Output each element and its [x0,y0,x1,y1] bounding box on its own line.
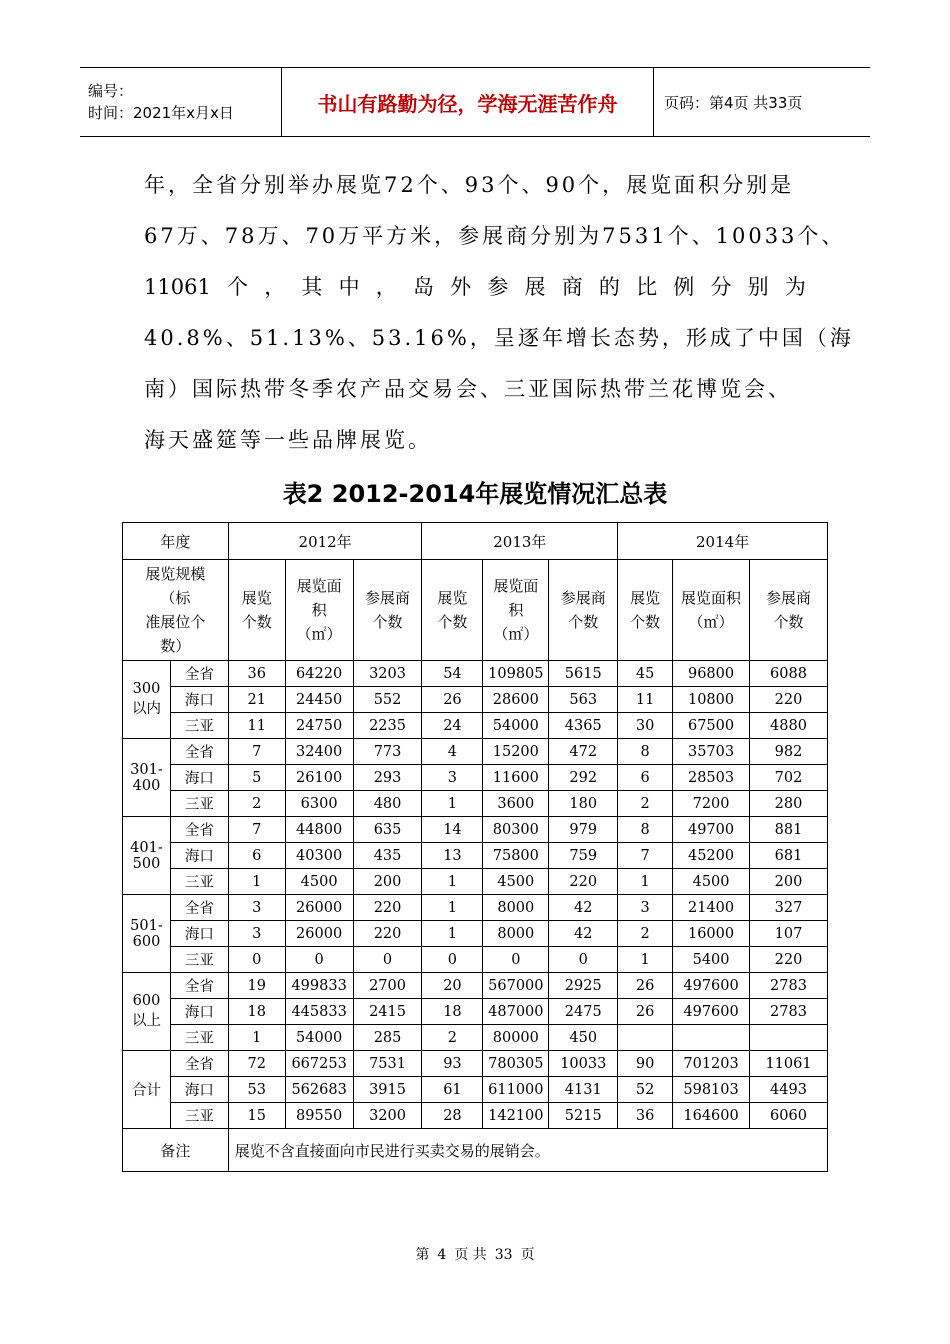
justified-token: 展 [524,275,546,299]
region-cell: 全省 [170,661,228,687]
value-cell: 75800 [483,843,549,869]
value-cell: 18 [422,999,483,1025]
value-cell: 8000 [483,895,549,921]
table-row [123,869,828,895]
year-header-row [123,523,828,560]
footer-total-pages: 33 [494,1247,513,1263]
value-cell: 220 [750,687,828,713]
table-row [123,1051,828,1077]
cell-line: 展览 [630,589,661,607]
value-cell: 3 [618,895,673,921]
cell-line: 个数 [372,613,403,631]
cell-line: 400 [132,777,161,794]
cell-line: 数） [160,637,191,655]
table-row [123,843,828,869]
value-cell: 497600 [673,973,750,999]
value-cell: 10033 [549,1051,618,1077]
justified-token: 比 [636,275,658,299]
column-header-cell [228,560,285,661]
cell-line: 600 [132,993,161,1009]
justified-token: ， [264,275,286,299]
value-cell: 13 [422,843,483,869]
value-cell: 435 [353,843,422,869]
value-cell: 7 [618,843,673,869]
value-cell: 0 [353,947,422,973]
region-cell: 海口 [170,921,228,947]
value-cell: 45 [618,661,673,687]
table-row [123,791,828,817]
value-cell: 6 [618,765,673,791]
value-cell: 293 [353,765,422,791]
value-cell: 7531 [353,1051,422,1077]
footer-page-number: 4 [437,1247,447,1263]
page-info-text: 页码：第4页 共33页 [664,93,803,112]
cell-line: （标 [160,589,191,607]
value-cell: 45200 [673,843,750,869]
cell-line: （㎡） [688,613,734,631]
justified-token: 分 [710,275,732,299]
value-cell: 35703 [673,739,750,765]
value-cell: 36 [228,661,285,687]
value-cell: 24 [422,713,483,739]
cell-line: 501- [130,917,163,934]
value-cell: 1 [422,791,483,817]
cell-line: 以上 [131,1013,161,1029]
value-cell: 142100 [483,1103,549,1129]
value-cell: 40300 [285,843,353,869]
number-label: 编号： [88,82,134,100]
value-cell: 1 [422,895,483,921]
value-cell: 3 [422,765,483,791]
value-cell [673,1025,750,1051]
value-cell: 2925 [549,973,618,999]
value-cell: 7 [228,739,285,765]
value-cell: 979 [549,817,618,843]
justified-token: 11061 [144,275,211,299]
value-cell: 8 [618,817,673,843]
value-cell: 5 [228,765,285,791]
value-cell: 0 [422,947,483,973]
cell-line: 展览 [241,589,272,607]
region-cell: 三亚 [170,1025,228,1051]
scale-group-cell [123,895,171,973]
region-cell: 三亚 [170,1103,228,1129]
value-cell: 598103 [673,1077,750,1103]
region-cell: 全省 [170,817,228,843]
value-cell: 667253 [285,1051,353,1077]
value-cell: 8000 [483,921,549,947]
value-cell: 7200 [673,791,750,817]
value-cell: 472 [549,739,618,765]
value-cell: 28 [422,1103,483,1129]
value-cell: 26000 [285,921,353,947]
year-cell: 2014年 [618,523,828,560]
cell-line: （㎡） [493,625,539,643]
value-cell: 3915 [353,1077,422,1103]
cell-line: （㎡） [296,625,342,643]
value-cell: 681 [750,843,828,869]
region-cell: 三亚 [170,713,228,739]
value-cell: 67500 [673,713,750,739]
body-paragraph [144,164,854,470]
value-cell: 2 [618,921,673,947]
cell-line: 以内 [131,701,161,717]
value-cell: 0 [549,947,618,973]
value-cell: 54000 [285,1025,353,1051]
value-cell: 552 [353,687,422,713]
column-header-row [123,560,828,661]
paragraph-line: 南）国际热带冬季农产品交易会、三亚国际热带兰花博览会、 [144,377,792,401]
paragraph-line-justified [144,266,806,317]
scale-group-cell [123,973,171,1051]
value-cell: 96800 [673,661,750,687]
value-cell: 2783 [750,999,828,1025]
value-cell: 2475 [549,999,618,1025]
value-cell: 42 [549,895,618,921]
cell-line: 参展商 [766,589,812,607]
scale-label-cell [123,560,229,661]
value-cell: 53 [228,1077,285,1103]
cell-line: 401- [130,839,163,856]
cell-line: 300 [132,681,161,697]
region-cell: 三亚 [170,869,228,895]
value-cell: 18 [228,999,285,1025]
value-cell: 24450 [285,687,353,713]
header-page-info [654,68,870,136]
paragraph-line: 67万、78万、70万平方米，参展商分别为7531个、10033个、 [144,224,846,248]
value-cell: 702 [750,765,828,791]
value-cell: 2 [228,791,285,817]
value-cell: 44800 [285,817,353,843]
value-cell: 42 [549,921,618,947]
column-header-cell [285,560,353,661]
value-cell: 3 [228,895,285,921]
value-cell: 2415 [353,999,422,1025]
justified-token: 参 [487,275,509,299]
value-cell: 180 [549,791,618,817]
page-header [80,67,870,137]
value-cell: 36 [618,1103,673,1129]
table-row [123,765,828,791]
value-cell: 4 [422,739,483,765]
paragraph-line: 年，全省分别举办展览72个、93个、90个，展览面积分别是 [144,173,795,197]
value-cell: 562683 [285,1077,353,1103]
value-cell: 499833 [285,973,353,999]
value-cell: 6088 [750,661,828,687]
value-cell: 26 [618,973,673,999]
cell-line: 展览规模 [145,565,206,583]
value-cell: 881 [750,817,828,843]
value-cell: 80000 [483,1025,549,1051]
value-cell: 1 [422,869,483,895]
value-cell: 220 [353,895,422,921]
column-header-cell [483,560,549,661]
justified-token: ， [375,275,397,299]
value-cell: 93 [422,1051,483,1077]
value-cell: 54 [422,661,483,687]
value-cell: 3203 [353,661,422,687]
column-header-cell [422,560,483,661]
value-cell: 2700 [353,973,422,999]
value-cell: 4500 [285,869,353,895]
value-cell: 26100 [285,765,353,791]
cell-line: 展览面 [493,577,539,595]
value-cell: 200 [750,869,828,895]
value-cell: 21400 [673,895,750,921]
value-cell: 24750 [285,713,353,739]
column-header-cell [353,560,422,661]
value-cell: 1 [228,1025,285,1051]
value-cell: 759 [549,843,618,869]
value-cell: 327 [750,895,828,921]
table-row [123,817,828,843]
column-header-cell [618,560,673,661]
value-cell: 61 [422,1077,483,1103]
value-cell: 4365 [549,713,618,739]
value-cell: 773 [353,739,422,765]
justified-token: 例 [673,275,695,299]
value-cell: 292 [549,765,618,791]
table-row [123,687,828,713]
paragraph-line: 40.8%、51.13%、53.16%，呈逐年增长态势，形成了中国（海 [144,326,854,350]
value-cell: 11061 [750,1051,828,1077]
justified-token: 为 [784,275,806,299]
table-row [123,1103,828,1129]
value-cell: 26 [618,999,673,1025]
cell-line: 合计 [131,1083,161,1099]
value-cell: 480 [353,791,422,817]
value-cell: 15200 [483,739,549,765]
cell-line: 积 [508,601,524,619]
table-row [123,661,828,687]
value-cell: 982 [750,739,828,765]
value-cell: 26000 [285,895,353,921]
footer-mid: 页 共 [454,1247,487,1263]
value-cell: 4500 [483,869,549,895]
value-cell: 8 [618,739,673,765]
region-cell: 海口 [170,1077,228,1103]
value-cell: 32400 [285,739,353,765]
value-cell: 285 [353,1025,422,1051]
table-row [123,921,828,947]
value-cell: 89550 [285,1103,353,1129]
value-cell: 7 [228,817,285,843]
value-cell: 611000 [483,1077,549,1103]
value-cell [750,1025,828,1051]
justified-token: 岛 [412,275,434,299]
justified-token: 别 [747,275,769,299]
value-cell: 0 [285,947,353,973]
value-cell: 11 [228,713,285,739]
value-cell: 497600 [673,999,750,1025]
table-row [123,713,828,739]
value-cell: 2 [618,791,673,817]
value-cell: 28600 [483,687,549,713]
value-cell: 567000 [483,973,549,999]
value-cell: 49700 [673,817,750,843]
value-cell: 107 [750,921,828,947]
value-cell: 200 [353,869,422,895]
table-title: 表2 2012-2014年展览情况汇总表 [282,480,668,508]
justified-token: 个 [227,275,248,299]
value-cell: 0 [483,947,549,973]
value-cell: 487000 [483,999,549,1025]
cell-line: 积 [311,601,327,619]
value-cell: 90 [618,1051,673,1077]
exhibition-summary-table [122,522,828,1172]
region-cell: 海口 [170,687,228,713]
region-cell: 全省 [170,1051,228,1077]
value-cell: 72 [228,1051,285,1077]
footer-prefix: 第 [415,1247,430,1263]
table-row [123,1025,828,1051]
value-cell: 1 [228,869,285,895]
year-label-cell: 年度 [123,523,229,560]
column-header-cell [673,560,750,661]
cell-line: 500 [132,855,161,872]
value-cell: 15 [228,1103,285,1129]
table-row [123,895,828,921]
justified-token: 中 [338,275,360,299]
value-cell: 450 [549,1025,618,1051]
paragraph-line: 海天盛筵等一些品牌展览。 [144,428,432,452]
value-cell: 3 [228,921,285,947]
cell-line: 展览 [437,589,468,607]
value-cell: 5615 [549,661,618,687]
value-cell: 6 [228,843,285,869]
region-cell: 全省 [170,895,228,921]
cell-line: 展览面 [296,577,342,595]
value-cell: 14 [422,817,483,843]
scale-group-cell [123,661,171,739]
value-cell: 5215 [549,1103,618,1129]
justified-token: 商 [561,275,583,299]
value-cell: 4493 [750,1077,828,1103]
value-cell: 4500 [673,869,750,895]
region-cell: 海口 [170,765,228,791]
value-cell: 635 [353,817,422,843]
cell-line: 个数 [241,613,272,631]
value-cell: 780305 [483,1051,549,1077]
year-cell: 2013年 [422,523,618,560]
region-cell: 三亚 [170,791,228,817]
region-cell: 全省 [170,739,228,765]
table-row [123,1077,828,1103]
region-cell: 三亚 [170,947,228,973]
region-cell: 海口 [170,843,228,869]
value-cell: 220 [750,947,828,973]
cell-line: 个数 [437,613,468,631]
table-row [123,999,828,1025]
value-cell: 164600 [673,1103,750,1129]
value-cell: 11600 [483,765,549,791]
column-header-cell [549,560,618,661]
justified-token: 其 [301,275,323,299]
justified-token: 的 [598,275,620,299]
column-header-cell [750,560,828,661]
value-cell: 2 [422,1025,483,1051]
cell-line: 参展商 [365,589,411,607]
cell-line: 个数 [630,613,661,631]
header-meta [80,68,282,136]
cell-line: 301- [130,761,163,778]
value-cell: 4880 [750,713,828,739]
value-cell: 20 [422,973,483,999]
scale-group-cell [123,817,171,895]
value-cell: 563 [549,687,618,713]
value-cell: 52 [618,1077,673,1103]
value-cell: 1 [618,947,673,973]
value-cell: 5400 [673,947,750,973]
value-cell: 28503 [673,765,750,791]
cell-line: 展览面积 [681,589,742,607]
table-row [123,739,828,765]
value-cell: 6060 [750,1103,828,1129]
cell-line: 参展商 [560,589,606,607]
value-cell: 109805 [483,661,549,687]
scale-group-cell [123,739,171,817]
year-cell: 2012年 [228,523,422,560]
value-cell: 19 [228,973,285,999]
cell-line: 个数 [773,613,804,631]
value-cell: 280 [750,791,828,817]
value-cell: 64220 [285,661,353,687]
cell-line: 600 [132,933,161,950]
scale-group-cell [123,1051,171,1129]
note-text-cell: 展览不含直接面向市民进行买卖交易的展销会。 [228,1129,827,1172]
value-cell: 54000 [483,713,549,739]
note-row [123,1129,828,1172]
justified-token: 外 [450,275,472,299]
cell-line: 个数 [568,613,599,631]
header-motto [282,68,654,136]
value-cell: 1 [618,869,673,895]
value-cell: 701203 [673,1051,750,1077]
region-cell: 全省 [170,973,228,999]
cell-line: 准展位个 [145,613,206,631]
value-cell: 0 [228,947,285,973]
footer-suffix: 页 [520,1247,535,1263]
value-cell: 3200 [353,1103,422,1129]
value-cell: 10800 [673,687,750,713]
table-row [123,973,828,999]
table-row [123,947,828,973]
motto-text: 书山有路勤为径，学海无涯苦作舟 [317,91,618,116]
value-cell: 3600 [483,791,549,817]
value-cell: 1 [422,921,483,947]
value-cell: 220 [353,921,422,947]
value-cell: 30 [618,713,673,739]
value-cell [618,1025,673,1051]
region-cell: 海口 [170,999,228,1025]
value-cell: 11 [618,687,673,713]
value-cell: 220 [549,869,618,895]
value-cell: 6300 [285,791,353,817]
value-cell: 2235 [353,713,422,739]
value-cell: 21 [228,687,285,713]
value-cell: 16000 [673,921,750,947]
time-label: 时间：2021年x月x日 [88,104,234,122]
page-footer [0,1244,950,1264]
value-cell: 4131 [549,1077,618,1103]
note-label-cell: 备注 [123,1129,229,1172]
value-cell: 445833 [285,999,353,1025]
value-cell: 80300 [483,817,549,843]
value-cell: 26 [422,687,483,713]
value-cell: 2783 [750,973,828,999]
